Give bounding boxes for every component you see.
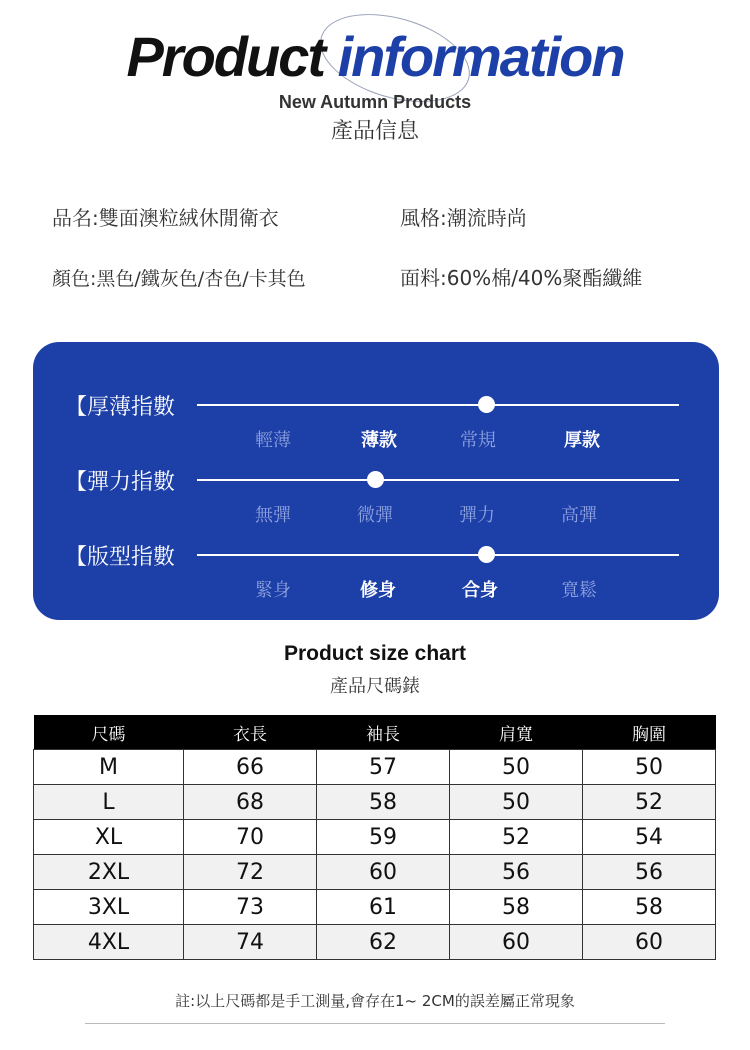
table-cell: 74 [184, 925, 317, 960]
rating-label: 【彈力指數 [65, 470, 176, 495]
table-cell: 56 [450, 855, 583, 890]
product-style: 風格:潮流時尚 [400, 206, 527, 230]
table-cell: 57 [317, 750, 450, 785]
rating-label: 【厚薄指數 [65, 395, 176, 420]
rating-marker [367, 471, 384, 488]
product-name: 品名:雙面澳粒絨休閒衛衣 [52, 206, 279, 230]
table-cell: 66 [184, 750, 317, 785]
size-cell: M [34, 750, 184, 785]
size-table-header [34, 715, 716, 750]
table-cell: 59 [317, 820, 450, 855]
size-cell: 3XL [34, 890, 184, 925]
rating-option: 合身 [462, 580, 498, 601]
size-chart-subtitle: 產品尺碼錶 [330, 676, 420, 697]
rating-option: 緊身 [255, 580, 291, 601]
table-cell: 54 [583, 820, 716, 855]
table-row [34, 925, 716, 960]
table-cell: 58 [583, 890, 716, 925]
header-chest: 胸圍 [583, 715, 716, 750]
subtitle-chinese: 產品信息 [330, 119, 419, 144]
size-cell: 2XL [34, 855, 184, 890]
table-cell: 60 [317, 855, 450, 890]
table-cell: 56 [583, 855, 716, 890]
size-cell: 4XL [34, 925, 184, 960]
header-shoulder: 肩寬 [450, 715, 583, 750]
table-cell: 73 [184, 890, 317, 925]
rating-marker [478, 396, 495, 413]
rating-option: 薄款 [361, 430, 397, 451]
rating-option: 無彈 [255, 505, 291, 526]
product-fabric: 面料:60%棉/40%聚酯纖維 [400, 266, 643, 290]
rating-option: 常規 [460, 430, 496, 451]
page-title [0, 22, 750, 92]
table-cell: 70 [184, 820, 317, 855]
rating-scale-line [197, 404, 679, 406]
rating-option: 寬鬆 [561, 580, 597, 601]
table-cell: 61 [317, 890, 450, 925]
title-part-product: Product [126, 25, 324, 88]
table-row [34, 750, 716, 785]
table-cell: 52 [450, 820, 583, 855]
rating-option: 彈力 [459, 505, 495, 526]
table-row [34, 890, 716, 925]
rating-label: 【版型指數 [65, 545, 176, 570]
table-cell: 58 [450, 890, 583, 925]
rating-option: 厚款 [564, 430, 600, 451]
size-cell: L [34, 785, 184, 820]
rating-card [33, 342, 719, 620]
header-sleeve: 袖長 [317, 715, 450, 750]
size-table [33, 715, 716, 960]
table-cell: 50 [450, 750, 583, 785]
rating-option: 輕薄 [255, 430, 291, 451]
table-cell: 50 [450, 785, 583, 820]
rating-option: 高彈 [561, 505, 597, 526]
product-colors: 顏色:黑色/鐵灰色/杏色/卡其色 [52, 268, 306, 290]
table-cell: 62 [317, 925, 450, 960]
bottom-divider [85, 1023, 665, 1024]
table-cell: 58 [317, 785, 450, 820]
rating-scale-line [197, 479, 679, 481]
table-row [34, 855, 716, 890]
rating-option: 修身 [360, 580, 396, 601]
title-part-information: information [337, 25, 624, 88]
size-chart-title: Product size chart [283, 642, 467, 665]
rating-option: 微彈 [357, 505, 393, 526]
table-cell: 72 [184, 855, 317, 890]
header-length: 衣長 [184, 715, 317, 750]
table-cell: 60 [583, 925, 716, 960]
rating-scale-line [197, 554, 679, 556]
subtitle-english: New Autumn Products [278, 92, 472, 112]
table-cell: 50 [583, 750, 716, 785]
rating-row-fit [33, 540, 719, 600]
table-cell: 68 [184, 785, 317, 820]
table-row [34, 820, 716, 855]
rating-marker [478, 546, 495, 563]
rating-row-thickness [33, 390, 719, 450]
measurement-note: 註:以上尺碼都是手工測量,會存在1~ 2CM的誤差屬正常現象 [175, 992, 575, 1010]
rating-row-elasticity [33, 465, 719, 525]
table-row [34, 785, 716, 820]
table-cell: 60 [450, 925, 583, 960]
size-cell: XL [34, 820, 184, 855]
header-size: 尺碼 [34, 715, 184, 750]
table-cell: 52 [583, 785, 716, 820]
